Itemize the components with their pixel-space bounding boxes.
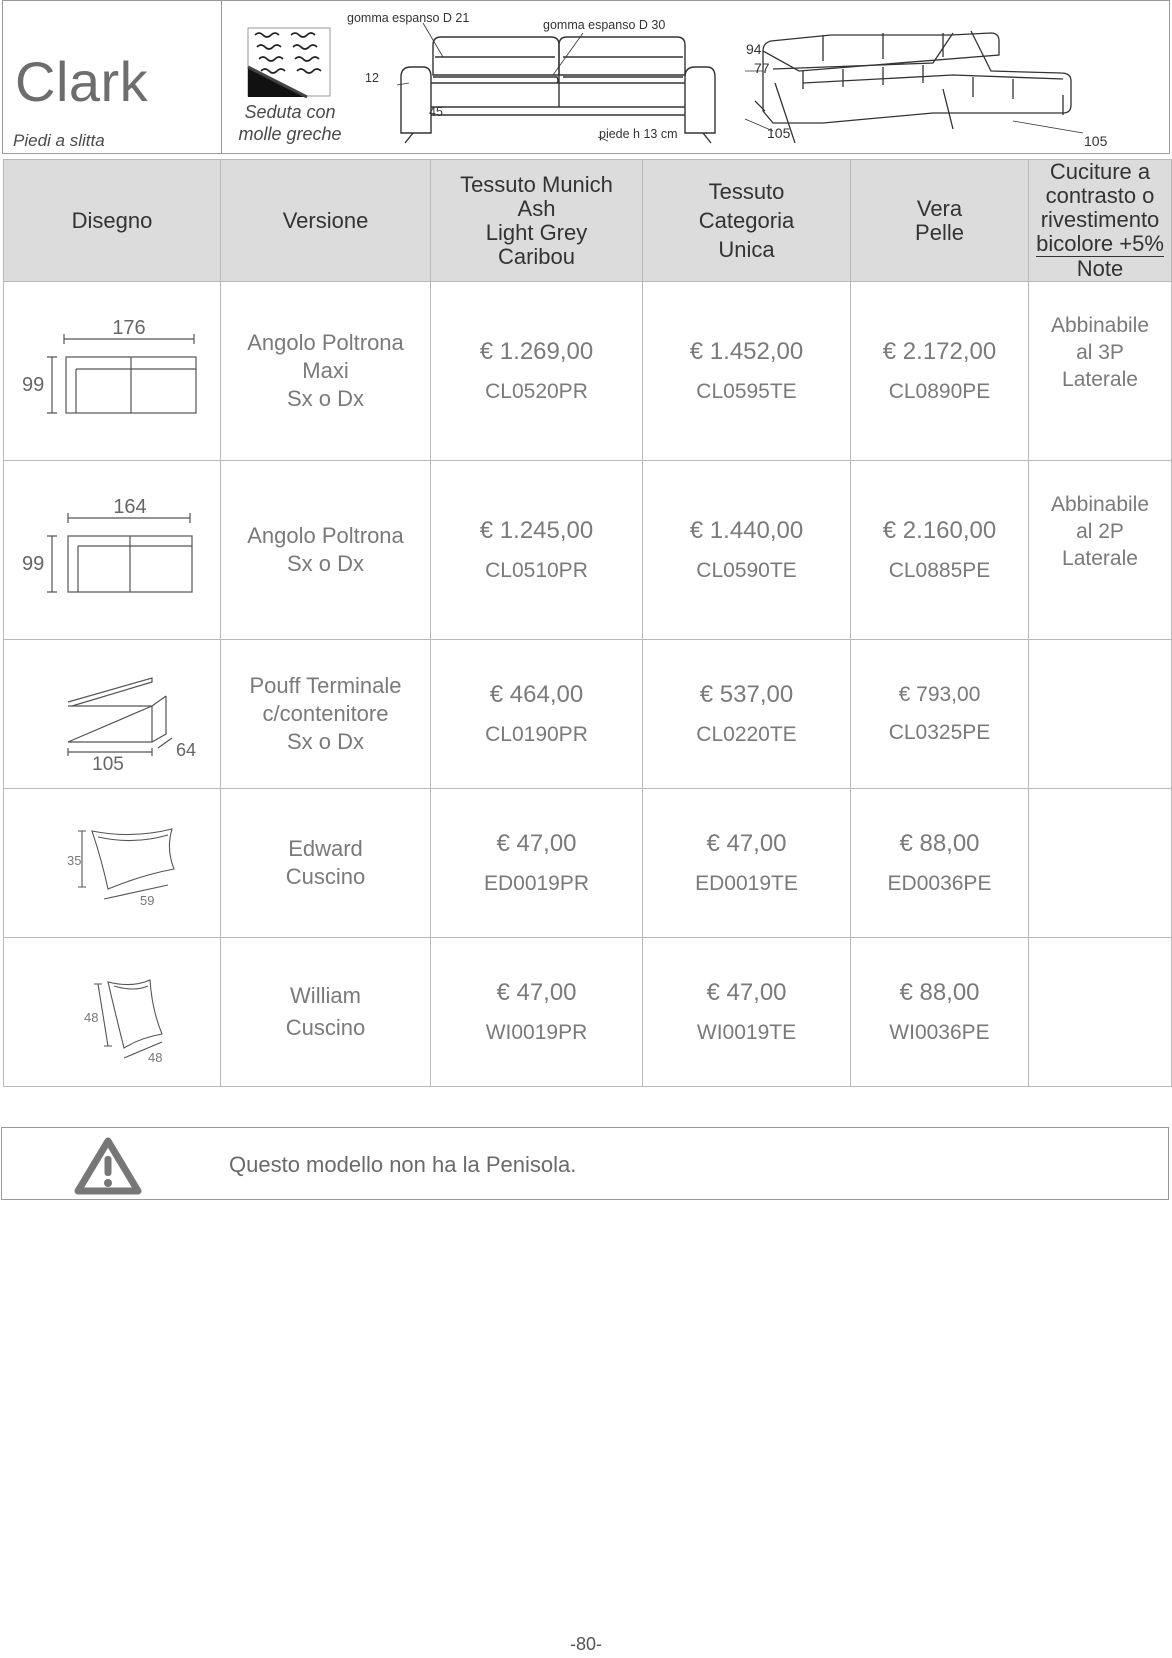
col-leather-line: Pelle: [915, 219, 964, 245]
version-line: Edward: [288, 836, 363, 861]
price: € 1.440,00: [689, 517, 804, 544]
price: € 47,00: [496, 830, 577, 857]
feet-label: Piedi a slitta: [13, 131, 105, 150]
col-fabric1-line: Light Grey: [485, 219, 588, 245]
col-drawing: Disegno: [4, 160, 221, 282]
fabric1-cell: [431, 461, 643, 640]
price: € 2.172,00: [882, 338, 997, 365]
version-line: Pouff Terminale: [249, 673, 402, 698]
price: € 1.452,00: [689, 338, 804, 365]
col-fabric1-line: Caribou: [497, 243, 576, 269]
version-line: Angolo Poltrona: [247, 330, 404, 355]
note-cell: [1029, 640, 1172, 789]
product-code: CL0325PE: [888, 721, 991, 744]
note-line: Laterale: [1062, 547, 1138, 570]
product-code: CL0190PR: [485, 723, 588, 746]
version-line: Sx o Dx: [286, 386, 365, 411]
spring-seat-icon: [247, 27, 333, 99]
product-code: CL0885PE: [888, 559, 991, 582]
product-code: CL0890PE: [888, 380, 991, 403]
corner-chair-maxi-drawing: [12, 309, 212, 429]
price: € 47,00: [496, 979, 577, 1006]
col-fabric2-line: Tessuto: [708, 179, 785, 204]
drawing-cell: [4, 282, 221, 461]
drawing-width-label: 164: [113, 495, 147, 518]
fabric1-cell: [431, 640, 643, 789]
table-header-row: [4, 160, 1172, 282]
version-cell: [221, 789, 431, 938]
fabric1-cell: [431, 282, 643, 461]
table-row: [4, 789, 1172, 938]
drawing-height-label: 35: [67, 852, 82, 868]
fabric1-cell: [431, 789, 643, 938]
version-line: Sx o Dx: [286, 729, 365, 754]
col-note-line: bicolore +5%: [1036, 231, 1164, 256]
notice-text: Questo modello non ha la Penisola.: [229, 1152, 577, 1177]
col-fabric1: [431, 160, 643, 282]
note-line: Laterale: [1062, 368, 1138, 391]
edward-cushion-drawing: [12, 801, 212, 921]
drawing-width-label: 176: [112, 316, 146, 339]
note-line: Abbinabile: [1050, 493, 1150, 516]
product-code: WI0036PE: [889, 1021, 990, 1044]
version-line: Cuscino: [285, 1015, 366, 1040]
version-line: c/contenitore: [262, 701, 389, 726]
col-fabric2-line: Categoria: [698, 208, 795, 233]
table-row: [4, 640, 1172, 789]
warning-triangle-icon: [74, 1136, 142, 1196]
version-line: William: [290, 983, 361, 1008]
drawing-cell: [4, 461, 221, 640]
drawing-cell: [4, 789, 221, 938]
drawing-width-label: 105: [92, 753, 124, 772]
fabric2-cell: [643, 640, 851, 789]
product-code: CL0595TE: [696, 380, 797, 403]
price-table: [3, 159, 1172, 1087]
price: € 464,00: [489, 681, 584, 708]
drawing-depth-label: 99: [22, 373, 45, 396]
product-code: CL0590TE: [696, 559, 797, 582]
dim-77-label: 77: [754, 60, 770, 76]
col-fabric1-line: Tessuto Munich: [460, 171, 613, 197]
page-number: -80-: [569, 1634, 602, 1654]
price: € 537,00: [699, 681, 794, 708]
price: € 47,00: [706, 830, 787, 857]
dim-94-label: 94: [746, 41, 762, 57]
foam-d30-label: gomma espanso D 30: [543, 18, 666, 32]
note-line: al 2P: [1076, 520, 1124, 543]
foot-height-label: piede h 13 cm: [599, 127, 678, 141]
price: € 88,00: [899, 830, 980, 857]
drawing-depth-label: 64: [176, 739, 197, 760]
corner-chair-drawing: [12, 488, 212, 608]
price: € 1.245,00: [479, 517, 594, 544]
price: € 1.269,00: [479, 338, 594, 365]
drawing-cell: [4, 640, 221, 789]
col-fabric1-line: Ash: [517, 195, 556, 221]
table-row: [4, 461, 1172, 640]
table-row: [4, 938, 1172, 1087]
price: € 47,00: [706, 979, 787, 1006]
col-note-line: contrasto o: [1045, 183, 1155, 208]
note-line: Abbinabile: [1050, 314, 1150, 337]
note-cell: [1029, 789, 1172, 938]
header-divider: [221, 1, 222, 153]
price: € 793,00: [898, 683, 981, 706]
product-header: [2, 0, 1170, 154]
fabric2-cell: [643, 789, 851, 938]
version-cell: [221, 282, 431, 461]
version-cell: [221, 938, 431, 1087]
col-fabric2-line: Unica: [718, 237, 775, 262]
fabric2-cell: [643, 282, 851, 461]
foam-d21-label: gomma espanso D 21: [347, 11, 470, 25]
col-note-line: Cuciture a: [1049, 159, 1151, 184]
fabric1-cell: [431, 938, 643, 1087]
drawing-width-label: 59: [140, 892, 155, 908]
leather-cell: [851, 461, 1029, 640]
product-code: CL0520PR: [485, 380, 588, 403]
leather-cell: [851, 789, 1029, 938]
table-row: [4, 282, 1172, 461]
version-line: Maxi: [302, 358, 349, 383]
notice-box: [1, 1127, 1169, 1200]
version-line: Cuscino: [285, 864, 366, 889]
leather-cell: [851, 282, 1029, 461]
product-code: ED0019PR: [483, 872, 590, 895]
leather-cell: [851, 938, 1029, 1087]
note-cell: [1029, 282, 1172, 461]
product-code: WI0019TE: [696, 1021, 797, 1044]
version-cell: [221, 461, 431, 640]
dim-105-depth-label: 105: [1084, 133, 1108, 149]
fabric2-cell: [643, 938, 851, 1087]
col-note: [1029, 160, 1172, 282]
product-code: CL0220TE: [696, 723, 797, 746]
william-cushion-drawing: [12, 950, 212, 1070]
version-line: Sx o Dx: [286, 551, 365, 576]
seat-label-line2: molle greche: [238, 124, 342, 144]
leather-cell: [851, 640, 1029, 789]
model-name: Clark: [15, 50, 149, 113]
note-cell: [1029, 461, 1172, 640]
pouf-drawing: [12, 652, 212, 772]
drawing-width-label: 48: [148, 1049, 163, 1065]
seat-label: [229, 101, 351, 145]
drawing-cell: [4, 938, 221, 1087]
col-leather-line: Vera: [916, 195, 963, 221]
price: € 2.160,00: [882, 517, 997, 544]
corner-sofa-drawing: [743, 21, 1103, 143]
drawing-depth-label: 99: [22, 552, 45, 575]
price: € 88,00: [899, 979, 980, 1006]
product-code: ED0019TE: [695, 872, 798, 895]
col-note-line: Note: [1076, 256, 1124, 281]
product-code: WI0019PR: [485, 1021, 588, 1044]
col-leather: [851, 160, 1029, 282]
dim-45-label: 45: [429, 105, 443, 119]
col-version: Versione: [221, 160, 431, 282]
product-code: CL0510PR: [485, 559, 588, 582]
version-cell: [221, 640, 431, 789]
note-cell: [1029, 938, 1172, 1087]
dim-105-side-label: 105: [767, 125, 791, 141]
col-note-line: rivestimento: [1040, 207, 1160, 232]
product-code: ED0036PE: [887, 872, 992, 895]
seat-label-line1: Seduta con: [244, 102, 336, 122]
drawing-height-label: 48: [84, 1009, 99, 1025]
note-line: al 3P: [1076, 341, 1124, 364]
fabric2-cell: [643, 461, 851, 640]
col-fabric2: [643, 160, 851, 282]
dim-12-label: 12: [365, 71, 379, 85]
version-line: Angolo Poltrona: [247, 523, 404, 548]
